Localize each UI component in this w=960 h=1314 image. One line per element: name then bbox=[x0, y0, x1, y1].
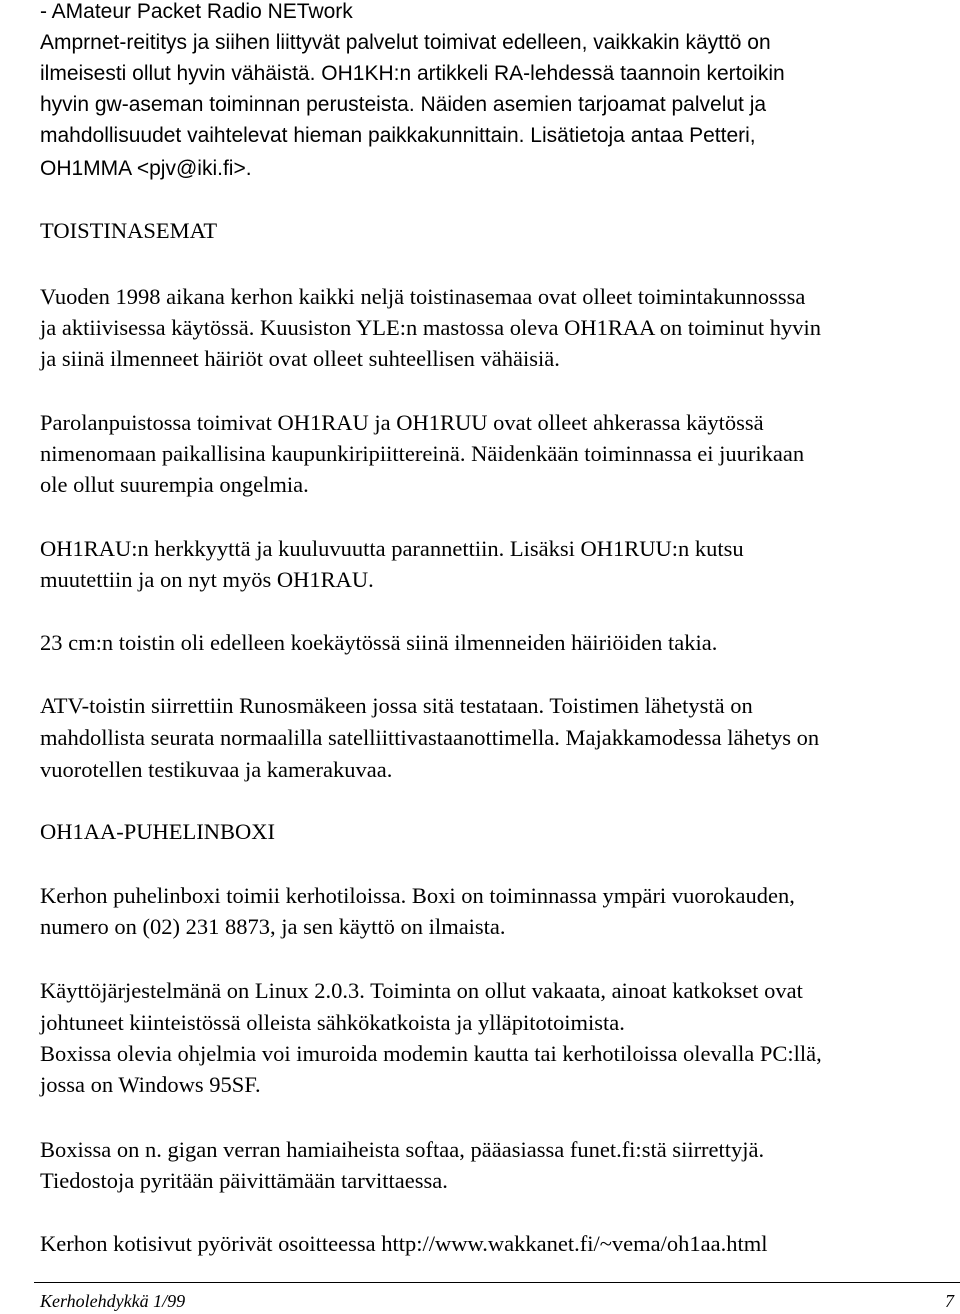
section-heading-phonebox: OH1AA-PUHELINBOXI bbox=[40, 819, 275, 844]
text-line: muutettiin ja on nyt myös OH1RAU. bbox=[40, 567, 374, 592]
footer-rule bbox=[34, 1282, 960, 1283]
text-line: mahdollista seurata normaalilla satelliittivastaanottimella. Majakkamodessa lähetys on bbox=[40, 725, 820, 750]
text-line: OH1RAU:n herkkyyttä ja kuuluvuutta parannettiin. Lisäksi OH1RUU:n kutsu bbox=[40, 536, 744, 561]
text-line: jossa on Windows 95SF. bbox=[40, 1072, 261, 1097]
section-heading-repeaters: TOISTINASEMAT bbox=[40, 218, 218, 243]
text-line: hyvin gw-aseman toiminnan perusteista. Näiden asemien tarjoamat palvelut ja bbox=[40, 93, 767, 116]
text-line: nimenomaan paikallisina kaupunkiripiittereinä. Näidenkään toiminnassa ei juurikaan bbox=[40, 441, 805, 466]
text-line: mahdollisuudet vaihtelevat hieman paikkakunnittain. Lisätietoja antaa Petteri, bbox=[40, 124, 756, 147]
text-line: vuorotellen testikuvaa ja kamerakuvaa. bbox=[40, 757, 393, 782]
text-line: ja siinä ilmenneet häiriöt ovat olleet suhteellisen vähäisiä. bbox=[40, 346, 560, 371]
text-line: ole ollut suurempia ongelmia. bbox=[40, 472, 309, 497]
text-line: Tiedostoja pyritään päivittämään tarvittaessa. bbox=[40, 1168, 448, 1193]
text-line: Amprnet-reititys ja siihen liittyvät palvelut toimivat edelleen, vaikkakin käyttö on bbox=[40, 31, 771, 54]
text-line: Boxissa on n. gigan verran hamiaiheista softaa, pääasiassa funet.fi:stä siirrettyjä. bbox=[40, 1137, 765, 1162]
text-line: Vuoden 1998 aikana kerhon kaikki neljä toistinasemaa ovat olleet toimintakunnosssa bbox=[40, 284, 806, 309]
text-line: Parolanpuistossa toimivat OH1RAU ja OH1RUU ovat olleet ahkerassa käytössä bbox=[40, 410, 764, 435]
section-heading-amprnet: - AMateur Packet Radio NETwork bbox=[40, 0, 353, 23]
footer-page-number: 7 bbox=[945, 1291, 954, 1311]
text-line: 23 cm:n toistin oli edelleen koekäytössä siinä ilmenneiden häiriöiden takia. bbox=[40, 630, 718, 655]
text-line: johtuneet kiinteistössä olleista sähkökatkoista ja ylläpitotoimista. bbox=[40, 1010, 625, 1035]
footer-publication: Kerholehdykkä 1/99 bbox=[40, 1291, 186, 1311]
text-line: ATV-toistin siirrettiin Runosmäkeen jossa sitä testataan. Toistimen lähetystä on bbox=[40, 693, 753, 718]
text-line: Boxissa olevia ohjelmia voi imuroida modemin kautta tai kerhotiloissa olevalla PC:llä, bbox=[40, 1041, 822, 1066]
text-line: numero on (02) 231 8873, ja sen käyttö on ilmaista. bbox=[40, 914, 506, 939]
text-line: ja aktiivisessa käytössä. Kuusiston YLE:n mastossa oleva OH1RAA on toiminut hyvin bbox=[40, 315, 821, 340]
text-line: Kerhon puhelinboxi toimii kerhotiloissa. Boxi on toiminnassa ympäri vuorokauden, bbox=[40, 883, 795, 908]
text-line: OH1MMA <pjv@iki.fi>. bbox=[40, 157, 252, 180]
text-line-homepage-url: Kerhon kotisivut pyörivät osoitteessa http://www.wakkanet.fi/~vema/oh1aa.html bbox=[40, 1231, 768, 1256]
text-line: Käyttöjärjestelmänä on Linux 2.0.3. Toiminta on ollut vakaata, ainoat katkokset ovat bbox=[40, 978, 803, 1003]
text-line: ilmeisesti ollut hyvin vähäistä. OH1KH:n artikkeli RA-lehdessä taannoin kertoikin bbox=[40, 62, 785, 85]
